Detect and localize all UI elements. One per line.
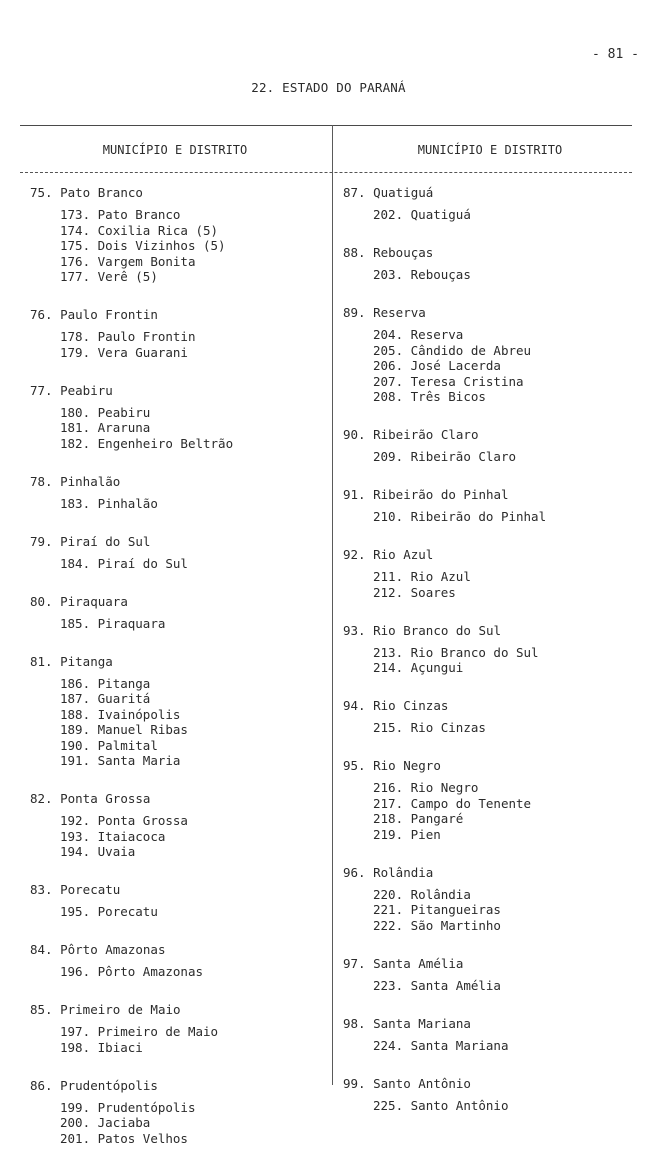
- district-number: 212.: [373, 584, 404, 600]
- municipality-row: [343, 623, 643, 639]
- district-row: [373, 780, 643, 796]
- district-name: Peabiru: [97, 404, 151, 420]
- municipality-entry: [343, 487, 643, 525]
- district-number: 205.: [373, 342, 404, 358]
- district-name: Paulo Frontin: [97, 329, 196, 344]
- district-name: Soares: [410, 584, 456, 600]
- municipality-entry: [30, 383, 325, 452]
- municipality-name: Paulo Frontin: [60, 307, 158, 322]
- municipality-name: Santa Mariana: [373, 1015, 471, 1031]
- district-name: Ibiaci: [97, 1039, 143, 1055]
- district-number: 204.: [373, 327, 404, 342]
- district-row: [60, 844, 325, 860]
- district-name: Rolândia: [410, 886, 471, 902]
- municipality-number: 95.: [343, 758, 366, 773]
- district-name: Prudentópolis: [97, 1099, 196, 1115]
- municipality-entry: [30, 942, 325, 980]
- district-number: 194.: [60, 844, 91, 859]
- district-list: [30, 964, 325, 980]
- district-number: 224.: [373, 1037, 404, 1053]
- district-number: 200.: [60, 1115, 91, 1130]
- municipality-name: Pôrto Amazonas: [60, 942, 166, 957]
- district-list: [343, 978, 643, 994]
- municipality-name: Primeiro de Maio: [60, 1002, 181, 1017]
- municipality-number: 80.: [30, 593, 53, 609]
- municipality-row: [30, 1078, 325, 1094]
- district-number: 176.: [60, 253, 91, 269]
- district-row: [373, 569, 643, 585]
- district-row: [60, 813, 325, 829]
- municipality-number: 83.: [30, 882, 53, 897]
- district-list: [30, 207, 325, 285]
- district-name: Pitangueiras: [410, 902, 501, 917]
- district-number: 214.: [373, 660, 404, 675]
- page-number: - 81 -: [592, 47, 639, 62]
- municipality-row: [30, 1002, 325, 1018]
- right-column-header: MUNICÍPIO E DISTRITO: [417, 143, 563, 157]
- district-row: [373, 327, 643, 343]
- column-divider: [332, 125, 333, 1085]
- district-list: [30, 405, 325, 452]
- district-number: 206.: [373, 358, 404, 373]
- municipality-row: [343, 1016, 643, 1032]
- district-name: Piraquara: [97, 615, 166, 631]
- municipality-row: [343, 758, 643, 774]
- municipality-name: Rio Branco do Sul: [373, 622, 502, 638]
- district-number: 190.: [60, 737, 91, 753]
- municipality-number: 92.: [343, 547, 366, 562]
- municipality-name: Reserva: [373, 305, 426, 320]
- district-row: [60, 1040, 325, 1056]
- municipality-entry: [343, 305, 643, 405]
- district-name: Santa Amélia: [410, 977, 501, 993]
- district-number: 197.: [60, 1024, 91, 1039]
- district-list: [343, 1038, 643, 1054]
- district-row: [60, 556, 325, 572]
- district-row: [60, 691, 325, 707]
- district-name: Engenheiro Beltrão: [97, 435, 234, 451]
- district-name: José Lacerda: [410, 358, 501, 373]
- district-name: Manuel Ribas: [97, 722, 188, 737]
- district-row: [60, 722, 325, 738]
- municipality-number: 81.: [30, 653, 53, 669]
- district-row: [373, 358, 643, 374]
- district-number: 185.: [60, 615, 91, 631]
- municipality-number: 85.: [30, 1002, 53, 1017]
- district-name: São Martinho: [410, 917, 501, 933]
- district-number: 196.: [60, 964, 91, 979]
- municipality-name: Quatiguá: [373, 185, 434, 200]
- district-number: 187.: [60, 691, 91, 706]
- district-list: [343, 449, 643, 465]
- district-name: Itaiacoca: [97, 828, 166, 844]
- table-top-rule: [20, 125, 632, 126]
- district-name: Rio Branco do Sul: [410, 644, 539, 660]
- municipality-entry: [343, 245, 643, 283]
- municipality-number: 79.: [30, 533, 53, 549]
- district-row: [373, 720, 643, 736]
- district-row: [373, 207, 643, 223]
- municipality-entry: [30, 474, 325, 512]
- district-row: [60, 1024, 325, 1040]
- municipality-entry: [343, 956, 643, 994]
- district-name: Santa Mariana: [410, 1037, 509, 1053]
- municipality-entry: [343, 427, 643, 465]
- district-number: 173.: [60, 207, 91, 222]
- district-name: Quatiguá: [410, 207, 471, 222]
- municipality-name: Piraquara: [60, 593, 128, 609]
- district-number: 215.: [373, 720, 404, 735]
- district-row: [60, 238, 325, 254]
- municipality-name: Porecatu: [60, 882, 121, 897]
- district-number: 223.: [373, 977, 404, 993]
- municipality-name: Rio Azul: [373, 547, 434, 562]
- district-name: Ponta Grossa: [97, 813, 188, 828]
- district-list: [343, 1098, 643, 1114]
- municipality-name: Peabiru: [60, 382, 113, 398]
- district-number: 182.: [60, 435, 91, 451]
- municipality-name: Santa Amélia: [373, 955, 464, 971]
- district-list: [30, 556, 325, 572]
- municipality-number: 93.: [343, 622, 366, 638]
- municipality-name: Piraí do Sul: [60, 533, 151, 549]
- district-number: 177.: [60, 269, 91, 284]
- municipality-entry: [343, 623, 643, 676]
- municipality-row: [343, 305, 643, 321]
- district-name: Santo Antônio: [410, 1097, 509, 1113]
- district-number: 184.: [60, 555, 91, 571]
- district-name: Patos Velhos: [97, 1130, 188, 1146]
- municipality-entry: [30, 791, 325, 860]
- district-list: [30, 496, 325, 512]
- municipality-number: 76.: [30, 307, 53, 322]
- municipality-number: 98.: [343, 1015, 366, 1031]
- district-list: [30, 329, 325, 360]
- district-name: Porecatu: [97, 904, 158, 919]
- district-number: 219.: [373, 826, 404, 842]
- municipality-name: Prudentópolis: [60, 1077, 158, 1093]
- municipality-row: [30, 474, 325, 490]
- district-row: [373, 811, 643, 827]
- district-number: 189.: [60, 722, 91, 737]
- district-list: [343, 509, 643, 525]
- district-number: 218.: [373, 811, 404, 826]
- district-number: 195.: [60, 904, 91, 919]
- district-row: [373, 343, 643, 359]
- municipality-entry: [343, 698, 643, 736]
- district-row: [60, 345, 325, 361]
- district-row: [373, 374, 643, 390]
- district-number: 220.: [373, 886, 404, 902]
- municipality-entry: [30, 882, 325, 920]
- district-list: [343, 887, 643, 934]
- municipality-number: 77.: [30, 382, 53, 398]
- district-name: Ribeirão do Pinhal: [410, 509, 547, 524]
- municipality-entry: [30, 534, 325, 572]
- municipality-name: Rebouças: [373, 245, 434, 260]
- municipality-entry: [30, 307, 325, 360]
- municipality-name: Ribeirão Claro: [373, 427, 479, 442]
- municipality-name: Santo Antônio: [373, 1075, 471, 1091]
- district-name: Cândido de Abreu: [410, 342, 532, 358]
- district-row: [373, 1098, 643, 1114]
- district-list: [30, 616, 325, 632]
- district-number: 179.: [60, 344, 91, 360]
- district-row: [60, 753, 325, 769]
- district-name: Jaciaba: [97, 1115, 151, 1130]
- district-list: [343, 207, 643, 223]
- district-row: [60, 616, 325, 632]
- district-number: 181.: [60, 420, 91, 435]
- district-number: 211.: [373, 569, 404, 584]
- municipality-entry: [30, 654, 325, 769]
- district-row: [60, 904, 325, 920]
- district-row: [60, 496, 325, 512]
- municipality-name: Rolândia: [373, 864, 434, 880]
- municipality-row: [343, 698, 643, 714]
- district-name: Ivainópolis: [97, 706, 181, 722]
- municipality-number: 75.: [30, 185, 53, 200]
- district-name: Reserva: [410, 327, 464, 342]
- district-number: 199.: [60, 1099, 91, 1115]
- district-number: 221.: [373, 902, 404, 917]
- municipality-row: [343, 956, 643, 972]
- district-list: [30, 813, 325, 860]
- district-list: [343, 569, 643, 600]
- district-list: [343, 327, 643, 405]
- district-row: [60, 329, 325, 345]
- municipality-number: 94.: [343, 698, 366, 713]
- district-number: 198.: [60, 1039, 91, 1055]
- district-name: Guaritá: [97, 691, 151, 706]
- district-row: [60, 676, 325, 692]
- district-number: 210.: [373, 509, 404, 524]
- municipality-number: 99.: [343, 1075, 366, 1091]
- district-list: [343, 720, 643, 736]
- district-name: Piraí do Sul: [97, 555, 188, 571]
- municipality-entry: [343, 865, 643, 934]
- municipality-name: Rio Negro: [373, 758, 441, 773]
- district-row: [60, 436, 325, 452]
- municipality-entry: [343, 547, 643, 600]
- municipality-name: Pitanga: [60, 653, 113, 669]
- district-row: [60, 1115, 325, 1131]
- district-row: [60, 707, 325, 723]
- municipality-row: [343, 427, 643, 443]
- district-name: Uvaia: [97, 844, 136, 859]
- district-row: [373, 509, 643, 525]
- district-name: Campo do Tenente: [410, 795, 532, 811]
- district-name: Pangaré: [410, 811, 464, 826]
- district-number: 188.: [60, 706, 91, 722]
- district-number: 192.: [60, 813, 91, 828]
- municipality-number: 88.: [343, 245, 366, 260]
- district-name: Três Bicos: [410, 389, 486, 404]
- municipality-number: 90.: [343, 427, 366, 442]
- district-row: [373, 887, 643, 903]
- district-row: [60, 829, 325, 845]
- district-row: [373, 267, 643, 283]
- municipality-number: 84.: [30, 942, 53, 957]
- district-name: Pien: [410, 826, 441, 842]
- district-number: 193.: [60, 828, 91, 844]
- district-number: 174.: [60, 222, 91, 238]
- district-row: [373, 585, 643, 601]
- municipality-number: 89.: [343, 305, 366, 320]
- municipality-number: 91.: [343, 487, 366, 502]
- municipality-row: [30, 383, 325, 399]
- district-row: [373, 449, 643, 465]
- district-row: [60, 738, 325, 754]
- district-number: 202.: [373, 207, 404, 222]
- municipality-number: 96.: [343, 864, 366, 880]
- district-number: 225.: [373, 1097, 404, 1113]
- district-list: [30, 904, 325, 920]
- district-row: [60, 207, 325, 223]
- municipality-name: Rio Cinzas: [373, 698, 449, 713]
- district-name: Dois Vizinhos (5): [97, 238, 226, 253]
- district-row: [373, 918, 643, 934]
- district-number: 183.: [60, 495, 91, 511]
- district-number: 222.: [373, 917, 404, 933]
- municipality-row: [343, 547, 643, 563]
- district-row: [60, 964, 325, 980]
- district-name: Coxilia Rica (5): [97, 222, 219, 238]
- municipality-number: 97.: [343, 955, 366, 971]
- municipality-name: Pato Branco: [60, 185, 143, 200]
- district-name: Verê (5): [97, 269, 158, 284]
- municipality-row: [343, 865, 643, 881]
- municipality-row: [30, 654, 325, 670]
- municipality-row: [343, 185, 643, 201]
- district-name: Santa Maria: [97, 753, 181, 768]
- municipality-number: 82.: [30, 791, 53, 806]
- district-row: [60, 405, 325, 421]
- district-row: [60, 223, 325, 239]
- district-row: [373, 796, 643, 812]
- district-number: 216.: [373, 780, 404, 795]
- municipality-row: [30, 594, 325, 610]
- district-number: 203.: [373, 267, 404, 282]
- left-column-header: MUNICÍPIO E DISTRITO: [102, 143, 248, 157]
- district-row: [373, 389, 643, 405]
- district-name: Pato Branco: [97, 207, 181, 222]
- district-name: Araruna: [97, 420, 151, 435]
- municipality-row: [30, 882, 325, 898]
- municipality-row: [343, 245, 643, 261]
- municipality-row: [30, 307, 325, 323]
- district-name: Pinhalão: [97, 495, 158, 511]
- municipality-entry: [343, 758, 643, 842]
- municipality-row: [30, 791, 325, 807]
- municipality-row: [343, 487, 643, 503]
- district-row: [373, 827, 643, 843]
- municipality-row: [30, 942, 325, 958]
- district-row: [60, 254, 325, 270]
- district-number: 178.: [60, 329, 91, 344]
- municipality-name: Ribeirão do Pinhal: [373, 487, 509, 502]
- district-name: Pitanga: [97, 675, 151, 691]
- district-name: Rio Azul: [410, 569, 471, 584]
- district-row: [373, 1038, 643, 1054]
- municipality-entry: [30, 1078, 325, 1147]
- municipality-entry: [30, 1002, 325, 1055]
- district-name: Açungui: [410, 660, 464, 675]
- district-name: Rio Cinzas: [410, 720, 486, 735]
- municipality-name: Ponta Grossa: [60, 791, 151, 806]
- municipality-row: [30, 534, 325, 550]
- district-list: [343, 267, 643, 283]
- municipality-name: Pinhalão: [60, 473, 121, 489]
- district-list: [343, 645, 643, 676]
- municipality-entry: [343, 1076, 643, 1114]
- district-number: 191.: [60, 753, 91, 768]
- district-name: Teresa Cristina: [410, 373, 524, 389]
- district-name: Rio Negro: [410, 780, 479, 795]
- municipality-row: [343, 1076, 643, 1092]
- district-row: [60, 1131, 325, 1147]
- district-row: [60, 420, 325, 436]
- municipality-number: 87.: [343, 185, 366, 200]
- district-number: 217.: [373, 795, 404, 811]
- district-list: [30, 1024, 325, 1055]
- district-number: 201.: [60, 1130, 91, 1146]
- district-name: Rebouças: [410, 267, 471, 282]
- district-list: [343, 780, 643, 842]
- municipality-entry: [30, 594, 325, 632]
- header-bottom-rule: [20, 172, 632, 173]
- district-name: Ribeirão Claro: [410, 449, 516, 464]
- municipality-entry: [343, 1016, 643, 1054]
- district-row: [60, 269, 325, 285]
- district-row: [373, 660, 643, 676]
- district-number: 180.: [60, 404, 91, 420]
- district-list: [30, 1100, 325, 1147]
- district-name: Palmital: [97, 737, 158, 753]
- municipality-entry: [343, 185, 643, 223]
- district-row: [373, 902, 643, 918]
- district-row: [373, 978, 643, 994]
- municipality-number: 86.: [30, 1077, 53, 1093]
- page-title: 22. ESTADO DO PARANÁ: [251, 80, 406, 95]
- district-number: 175.: [60, 238, 91, 253]
- right-column: [343, 185, 643, 1136]
- district-number: 208.: [373, 389, 404, 404]
- municipality-number: 78.: [30, 473, 53, 489]
- district-list: [30, 676, 325, 769]
- district-row: [373, 645, 643, 661]
- district-number: 213.: [373, 644, 404, 660]
- district-number: 186.: [60, 675, 91, 691]
- district-number: 207.: [373, 373, 404, 389]
- municipality-row: [30, 185, 325, 201]
- district-name: Primeiro de Maio: [97, 1024, 219, 1039]
- district-name: Pôrto Amazonas: [97, 964, 203, 979]
- district-number: 209.: [373, 449, 404, 464]
- district-name: Vera Guarani: [97, 344, 188, 360]
- district-name: Vargem Bonita: [97, 253, 196, 269]
- left-column: [30, 185, 325, 1169]
- municipality-entry: [30, 185, 325, 285]
